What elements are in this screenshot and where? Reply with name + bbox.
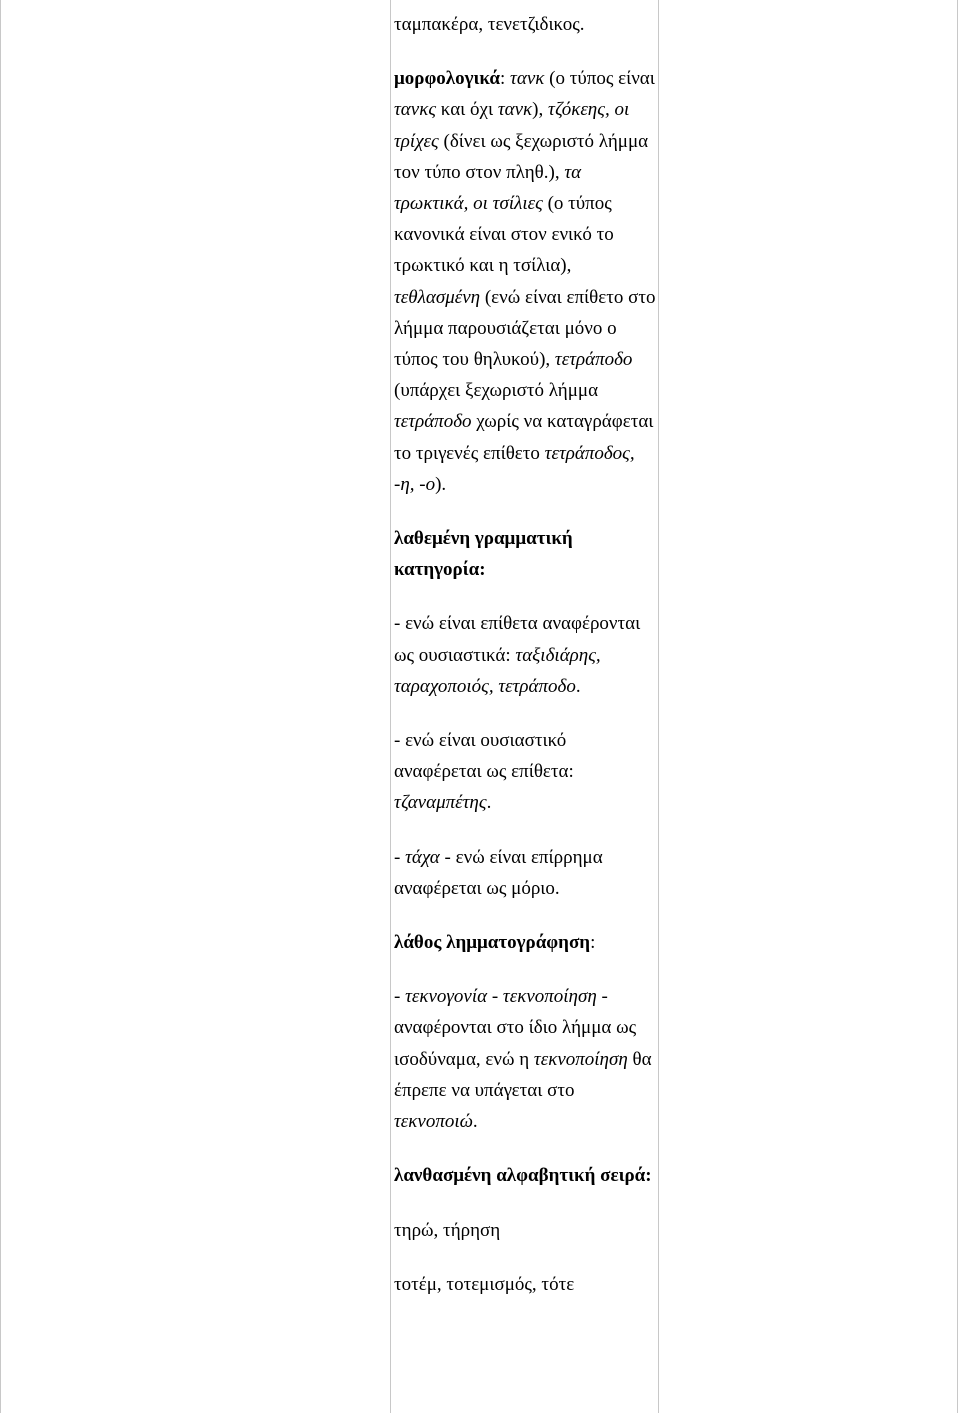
- section-label: λανθασμένη αλφαβητική σειρά:: [394, 1165, 652, 1187]
- paragraph: [394, 1215, 656, 1246]
- text-run: τηρώ, τήρηση: [394, 1219, 501, 1241]
- text-run: τοτέμ, τοτεμισμός, τότε: [394, 1273, 575, 1295]
- text-run: -: [394, 986, 406, 1008]
- section-label: λαθεμένη γραμματική κατηγορία:: [394, 528, 573, 581]
- text-run: (ενώ είναι επίθετο στο λήμμα παρουσιάζεται μόνο ο τύπος του θηλυκού),: [394, 286, 656, 371]
- italic-term: ταξιδιάρης, ταραχοποιός, τετράποδο: [394, 644, 601, 697]
- table-column-divider: [658, 0, 659, 1413]
- text-run: - ενώ είναι επίρρημα αναφέρεται ως μόριο.: [394, 846, 603, 899]
- paragraph: [394, 608, 656, 702]
- paragraph: [394, 725, 656, 819]
- text-run: (ο τύπος είναι: [544, 68, 655, 90]
- paragraph-morphological: [394, 63, 656, 500]
- text-run: ταμπακέρα, τενετζιδικος.: [394, 14, 585, 35]
- text-run: :: [500, 68, 511, 90]
- text-run: .: [486, 792, 492, 814]
- italic-term: τεκνοποιώ: [394, 1111, 473, 1133]
- italic-term: τεκνογονία: [405, 986, 488, 1008]
- text-run: ),: [532, 99, 548, 121]
- paragraph: [394, 842, 656, 904]
- text-run: (δίνει ως ξεχωριστό λήμμα τον τύπο στον πληθ.),: [394, 130, 649, 183]
- italic-term: τετράποδο: [394, 411, 472, 433]
- text-run: (ο τύπος κανονικά είναι στον ενικό το τρωκτικό και η τσίλια),: [394, 193, 614, 277]
- italic-term: τάχα: [405, 846, 440, 868]
- table-column-divider: [390, 0, 391, 1413]
- paragraph: [394, 1269, 656, 1300]
- paragraph-heading: [394, 523, 656, 585]
- text-run: :: [590, 932, 596, 954]
- text-run: χωρίς να καταγράφεται το τριγενές επίθετο: [394, 411, 654, 464]
- italic-term: τετράποδο: [554, 349, 633, 371]
- text-run: και όχι: [436, 99, 498, 121]
- italic-term: τεκνοποίηση: [533, 1048, 628, 1070]
- table-cell-content: [394, 9, 656, 1300]
- italic-term: τανκς: [394, 99, 437, 121]
- section-label: μορφολογικά: [394, 68, 501, 90]
- italic-term: τα τρωκτικά, οι τσίλιες: [394, 161, 582, 215]
- italic-term: τεκνοποίηση: [502, 986, 597, 1008]
- italic-term: τζόκεης, οι τρίχες: [394, 99, 630, 152]
- text-run: .: [575, 675, 581, 697]
- italic-term: τετράποδος, -η, -ο: [394, 442, 635, 495]
- italic-term: τανκ: [497, 99, 533, 121]
- text-run: - ενώ είναι ουσιαστικό αναφέρεται ως επίθετα:: [394, 730, 574, 783]
- text-run: ).: [435, 473, 447, 495]
- text-run: .: [472, 1111, 478, 1133]
- text-run: θα έπρεπε να υπάγεται στο: [394, 1048, 652, 1101]
- italic-term: τανκ: [510, 68, 545, 90]
- paragraph-heading: [394, 927, 656, 958]
- text-run: -: [394, 846, 406, 868]
- table-border-left: [0, 0, 1, 1413]
- paragraph: [394, 9, 656, 40]
- italic-term: τζαναμπέτης: [394, 792, 487, 814]
- text-run: -: [487, 986, 503, 1008]
- text-run: - αναφέρονται στο ίδιο λήμμα ως ισοδύναμα, ενώ η: [394, 986, 637, 1070]
- section-label: λάθος λημματογράφηση: [394, 932, 591, 954]
- table-border-right: [957, 0, 958, 1413]
- paragraph-heading: [394, 1160, 656, 1191]
- text-run: (υπάρχει ξεχωριστό λήμμα: [394, 380, 599, 402]
- italic-term: τεθλασμένη: [394, 286, 481, 308]
- paragraph: [394, 981, 656, 1137]
- text-run: - ενώ είναι επίθετα αναφέρονται ως ουσιαστικά:: [394, 613, 641, 666]
